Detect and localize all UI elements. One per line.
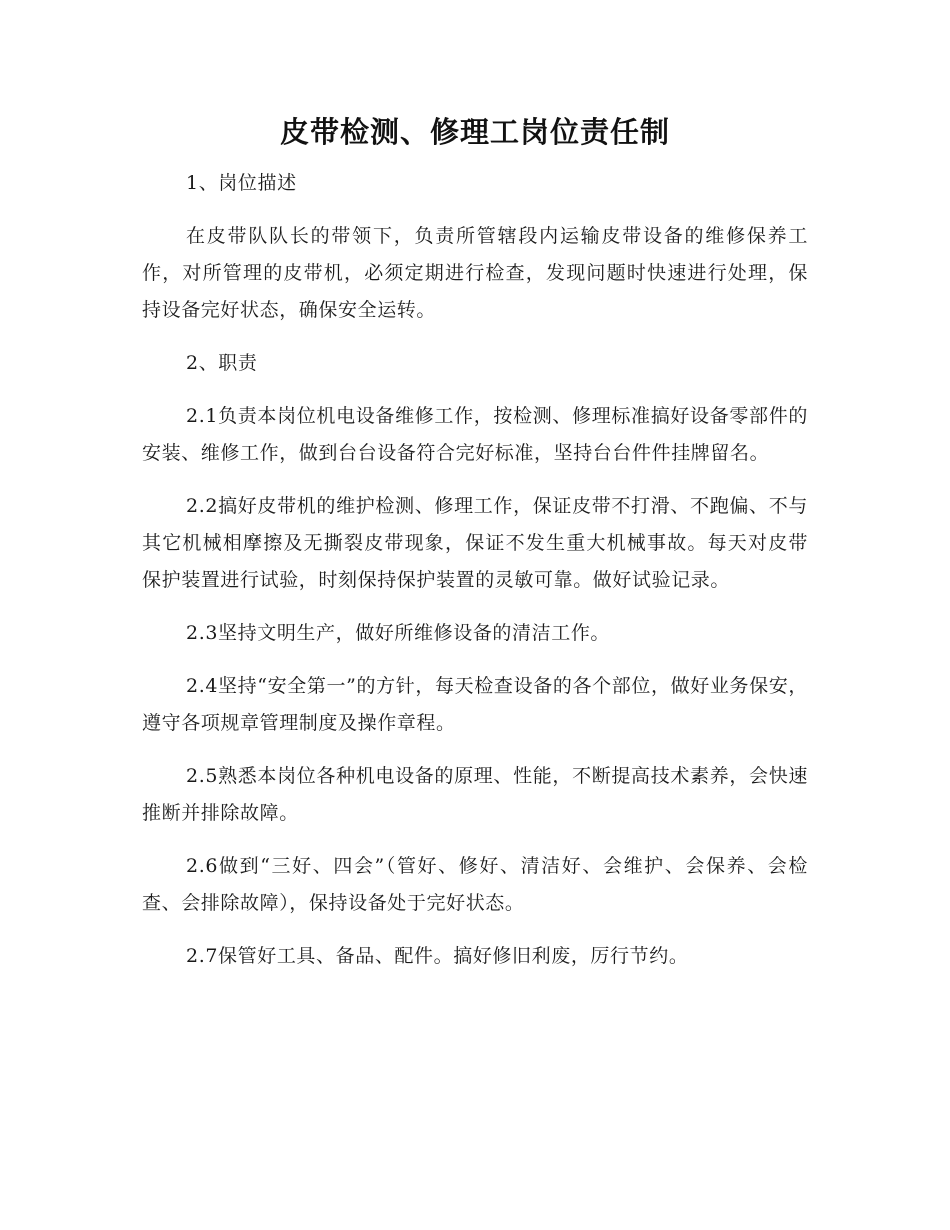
duty-item-2-6: 2.6做到“三好、四会”（管好、修好、清洁好、会维护、会保养、会检查、会排除故障），保持设备处于完好状态。 bbox=[142, 855, 808, 914]
duty-item-2-3: 2.3坚持文明生产，做好所维修设备的清洁工作。 bbox=[186, 622, 611, 644]
duty-item-2-2: 2.2搞好皮带机的维护检测、修理工作，保证皮带不打滑、不跑偏、不与其它机械相摩擦及无撕裂皮带现象，保证不发生重大机械事故。每天对皮带保护装置进行试验，时刻保持保护装置的灵敏可靠。做好试验记录。 bbox=[142, 495, 808, 591]
duty-item-2-4: 2.4坚持“安全第一”的方针，每天检查设备的各个部位，做好业务保安，遵守各项规章管理制度及操作章程。 bbox=[142, 675, 808, 734]
duty-item-2-7: 2.7保管好工具、备品、配件。搞好修旧利废，厉行节约。 bbox=[186, 945, 689, 967]
section-heading-job-description: 1、岗位描述 bbox=[186, 172, 297, 194]
section-heading-duties: 2、职责 bbox=[186, 352, 258, 374]
document-body bbox=[142, 165, 808, 991]
duty-item-2-1: 2.1负责本岗位机电设备维修工作，按检测、修理标准搞好设备零部件的安装、维修工作，做到台台设备符合完好标准，坚持台台件件挂牌留名。 bbox=[142, 405, 808, 464]
document-title: 皮带检测、修理工岗位责任制 bbox=[279, 115, 670, 149]
duty-item-2-5: 2.5熟悉本岗位各种机电设备的原理、性能，不断提高技术素养，会快速推断并排除故障。 bbox=[142, 765, 808, 824]
paragraph-job-description: 在皮带队队长的带领下，负责所管辖段内运输皮带设备的维修保养工作，对所管理的皮带机，必须定期进行检查，发现问题时快速进行处理，保持设备完好状态，确保安全运转。 bbox=[142, 225, 808, 321]
